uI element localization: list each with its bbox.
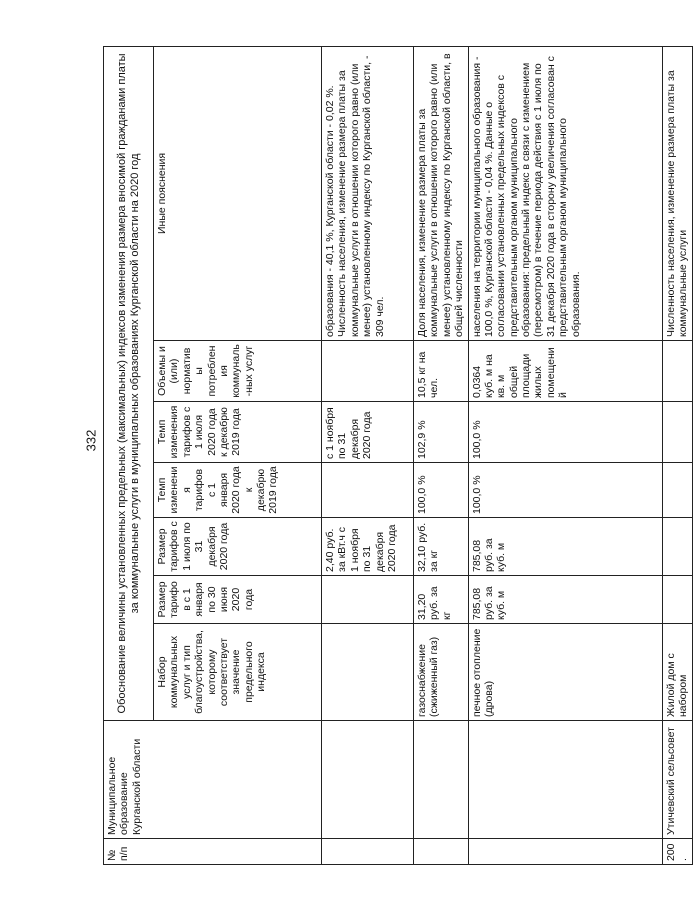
cell-tariff-jan: 785,08 руб. за куб. м	[468, 576, 662, 624]
cell-rate-jul	[662, 402, 692, 463]
cell-rate-jul: 102,9 %	[414, 402, 469, 463]
cell-set: печное отопление (дрова)	[468, 624, 662, 721]
cell-municipality	[468, 721, 662, 839]
cell-num	[468, 839, 662, 865]
header-notes: Иные пояснения	[154, 46, 322, 340]
cell-tariff-jan	[662, 576, 692, 624]
cell-set: Жилой дом с набором	[662, 624, 692, 721]
tariff-table	[103, 46, 693, 865]
cell-tariff-jan: 31,20 руб. за кг	[414, 576, 469, 624]
page-number: 332	[83, 429, 99, 452]
cell-rate-jan	[322, 463, 414, 518]
cell-notes: Доля населения, изменение размера платы за коммунальные услуги в отношении которого равно (или менее) установленному индексу по Курганской области, в общей численности	[414, 46, 469, 340]
header-rate-jul: Темп изменения тарифов с 1 июля 2020 года к декабрю 2019 года	[154, 402, 322, 463]
cell-municipality	[322, 721, 414, 839]
cell-tariff-jan	[322, 576, 414, 624]
header-volumes: Объемы и (или) нормативы потребления коммуналь-ных услуг	[154, 341, 322, 402]
cell-rate-jan: 100,0 %	[468, 463, 662, 518]
cell-volumes: 10,5 кг на чел.	[414, 341, 469, 402]
cell-notes: населения на территории муниципального образования - 100,0 %, Курганской области - 0,04 %. Данные о согласовании установленных предельных индексов с представительным органом муниципального образования: предельный индекс в связи с изменением (пересмотром) в течение периода действия с 1 июля по 31 декабря 2020 года в сторону увеличения согласован с представительным органом муниципального образования.	[468, 46, 662, 340]
table-row	[414, 46, 469, 864]
rotated-table-frame	[103, 47, 689, 865]
cell-tariff-jul	[662, 518, 692, 576]
cell-notes: Численность населения, изменение размера платы за коммунальные услуги	[662, 46, 692, 340]
cell-num	[414, 839, 469, 865]
cell-volumes	[322, 341, 414, 402]
cell-notes: образования - 40,1 %, Курганской области - 0,02 %. Численность населения, изменение размера платы за коммунальные услуги в отношении которого равно (или менее) установленному индексу по Курганской области, - 309 чел.	[322, 46, 414, 340]
cell-volumes	[662, 341, 692, 402]
cell-rate-jul: с 1 ноября по 31 декабря 2020 года	[322, 402, 414, 463]
cell-rate-jan: 100,0 %	[414, 463, 469, 518]
cell-set: газоснабжение (сжиженный газ)	[414, 624, 469, 721]
table-row	[662, 46, 692, 864]
cell-rate-jul: 100,0 %	[468, 402, 662, 463]
table-title: Обоснование величины установленных предельных (максимальных) индексов изменения размера вносимой гражданами платы за коммунальные услуги в муниципальных образованиях Курганской области на 2020 год	[104, 46, 154, 720]
cell-tariff-jul: 2,40 руб. за кВт.ч с 1 ноября по 31 декабря 2020 года	[322, 518, 414, 576]
header-rate-jan: Темп изменения тарифов с 1 января 2020 года к декабрю 2019 года	[154, 463, 322, 518]
header-num: № п/п	[104, 839, 322, 865]
cell-municipality: Утичевский сельсовет	[662, 721, 692, 839]
cell-set	[322, 624, 414, 721]
cell-tariff-jul: 32,10 руб. за кг	[414, 518, 469, 576]
cell-num	[322, 839, 414, 865]
table-row	[468, 46, 662, 864]
cell-municipality	[414, 721, 469, 839]
header-tariff-jan: Размер тарифов с 1 января по 30 июня 2020 года	[154, 576, 322, 624]
rotated-table-region	[103, 47, 689, 865]
cell-num: 200.	[662, 839, 692, 865]
cell-volumes: 0,0364 куб. м на кв. м общей площади жилых помещений	[468, 341, 662, 402]
header-tariff-jul: Размер тарифов с 1 июля по 31 декабря 2020 года	[154, 518, 322, 576]
header-municipality: Муниципальное образование Курганской области	[104, 721, 322, 839]
table-row	[322, 46, 414, 864]
cell-tariff-jul: 785,08 руб. за куб. м	[468, 518, 662, 576]
cell-rate-jan	[662, 463, 692, 518]
header-set: Набор коммунальных услуг и тип благоустройства, которому соответствует значение предельного индекса	[154, 624, 322, 721]
